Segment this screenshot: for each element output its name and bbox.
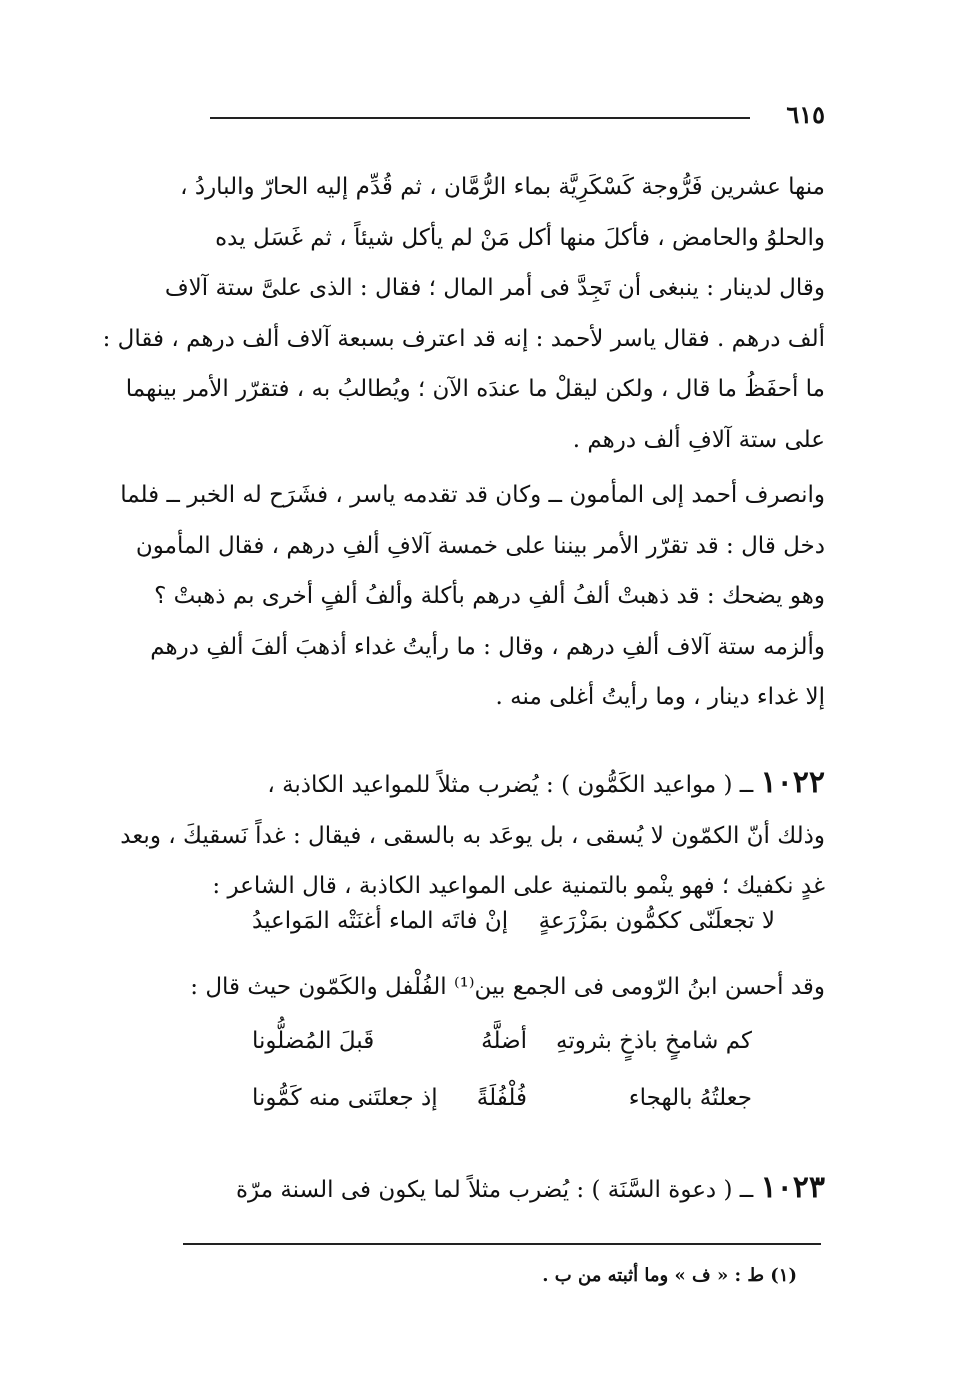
verse-hemistich-1: جعلتُهُ بالهجاء (628, 1085, 752, 1111)
entry-heading-line (205, 1163, 825, 1216)
verse-hemistich-1: لا تجعلَنّى ككمُّون بمَزْرَعةٍ (538, 908, 775, 934)
footnote: (١) ط : « ف » وما أثبته من ب . (542, 1265, 797, 1286)
page-header (210, 100, 825, 130)
text-line: ما أحفَظُ ما قال ، ولكن ليقلْ ما عندَه الآن ؛ ويُطالبُ به ، فتقرّر الأمر بينهما (125, 376, 825, 402)
text-line: وذلك أنّ الكمّون لا يُسقى ، بل يوعَد به بالسقى ، فيقال : غداً نَسقيكَ ، وبعد (120, 822, 825, 849)
verse-hemistich-2: إذ جعلتَنى منه كَمُّونا (252, 1085, 438, 1111)
verse-word: أضلَّهُ (481, 1028, 527, 1054)
text-line: إلا غداء دينار ، وما رأيتُ أغلى منه . (495, 684, 825, 710)
verse-hemistich-2: إنْ فاتَه الماء أغنَتْه المَواعيدُ (252, 908, 509, 934)
paragraph-2 (120, 470, 825, 723)
text-line: وانصرف أحمد إلى المأمون ــ وكان قد تقدمه ياسر ، فشَرَح له الخبر ــ فلما (120, 482, 825, 508)
text-line: منها عشرين فَرُّوجة كَسْكَرِيَّة بماء الرُّمَّان ، ثم قُدِّم إليه الحارّ والباردُ ، (180, 174, 825, 200)
entry-1022 (120, 758, 825, 1013)
text-line: والحلوُ والحامض ، فأكلَ منها أكل مَنْ لم يأكل شيئاً ، ثم غَسَل يده (215, 224, 825, 251)
text-line: وألزمه ستة آلاف ألفِ درهم ، وقال : ما رأيتُ غداء أذهبَ ألفَ ألفِ درهم (150, 633, 825, 660)
entry-number: ١٠٢٣ (760, 1170, 825, 1205)
entry-title: ــ ( دعوة السَّنَة ) : يُضرب مثلاً لما يكون فى السنة مرّة (235, 1177, 754, 1203)
text-line: وقد أحسن ابنُ الرّومى فى الجمع بين⁽¹⁾ الفُلْفل والكَمّون حيث قال : (190, 974, 825, 1000)
verse-1 (252, 908, 775, 948)
page-number: ٦١٥ (786, 100, 825, 129)
header-rule (210, 117, 750, 119)
text-line: دخل قال : قد تقرّر الأمر بيننا على خمسة آلافِ ألفِ درهم ، فقال المأمون (135, 532, 825, 559)
text-line: وقال لدينار : ينبغى أن تَجِدَّ فى أمر المال ؛ فقال : الذى علىَّ ستة آلاف (164, 275, 825, 301)
text-line: ألف درهم . فقال ياسر لأحمد : إنه قد اعترف بسبعة آلاف ألف درهم ، فقال : (102, 325, 825, 352)
verse-2 (252, 1028, 752, 1068)
entry-number: ١٠٢٢ (760, 765, 825, 800)
entry-heading-line (205, 758, 825, 811)
entry-title: ــ ( مواعيد الكَمُّون ) : يُضرب مثلاً للمواعيد الكاذبة ، (267, 772, 754, 798)
verse-3 (252, 1085, 752, 1125)
verse-hemistich-2: قَبلَ المُضلُّونا (252, 1028, 375, 1054)
paragraph-1 (102, 162, 825, 465)
footnote-rule (183, 1243, 821, 1245)
entry-1023 (205, 1163, 825, 1216)
text-line: على ستة آلافِ ألف درهم . (572, 426, 825, 453)
verse-hemistich-1: كم شامخٍ باذخٍ بثروتهِ (555, 1028, 752, 1054)
text-line: وهو يضحك : قد ذهبتْ ألفُ ألفِ درهم بأكلة وألفُ ألفٍ أخرى بم ذهبتْ ؟ (154, 583, 825, 609)
verse-word: فُلْفُلَةً (476, 1085, 527, 1111)
text-line: غدٍ نكفيك ؛ فهو ينْمو بالتمنية على المواعيد الكاذبة ، قال الشاعر : (212, 873, 825, 899)
